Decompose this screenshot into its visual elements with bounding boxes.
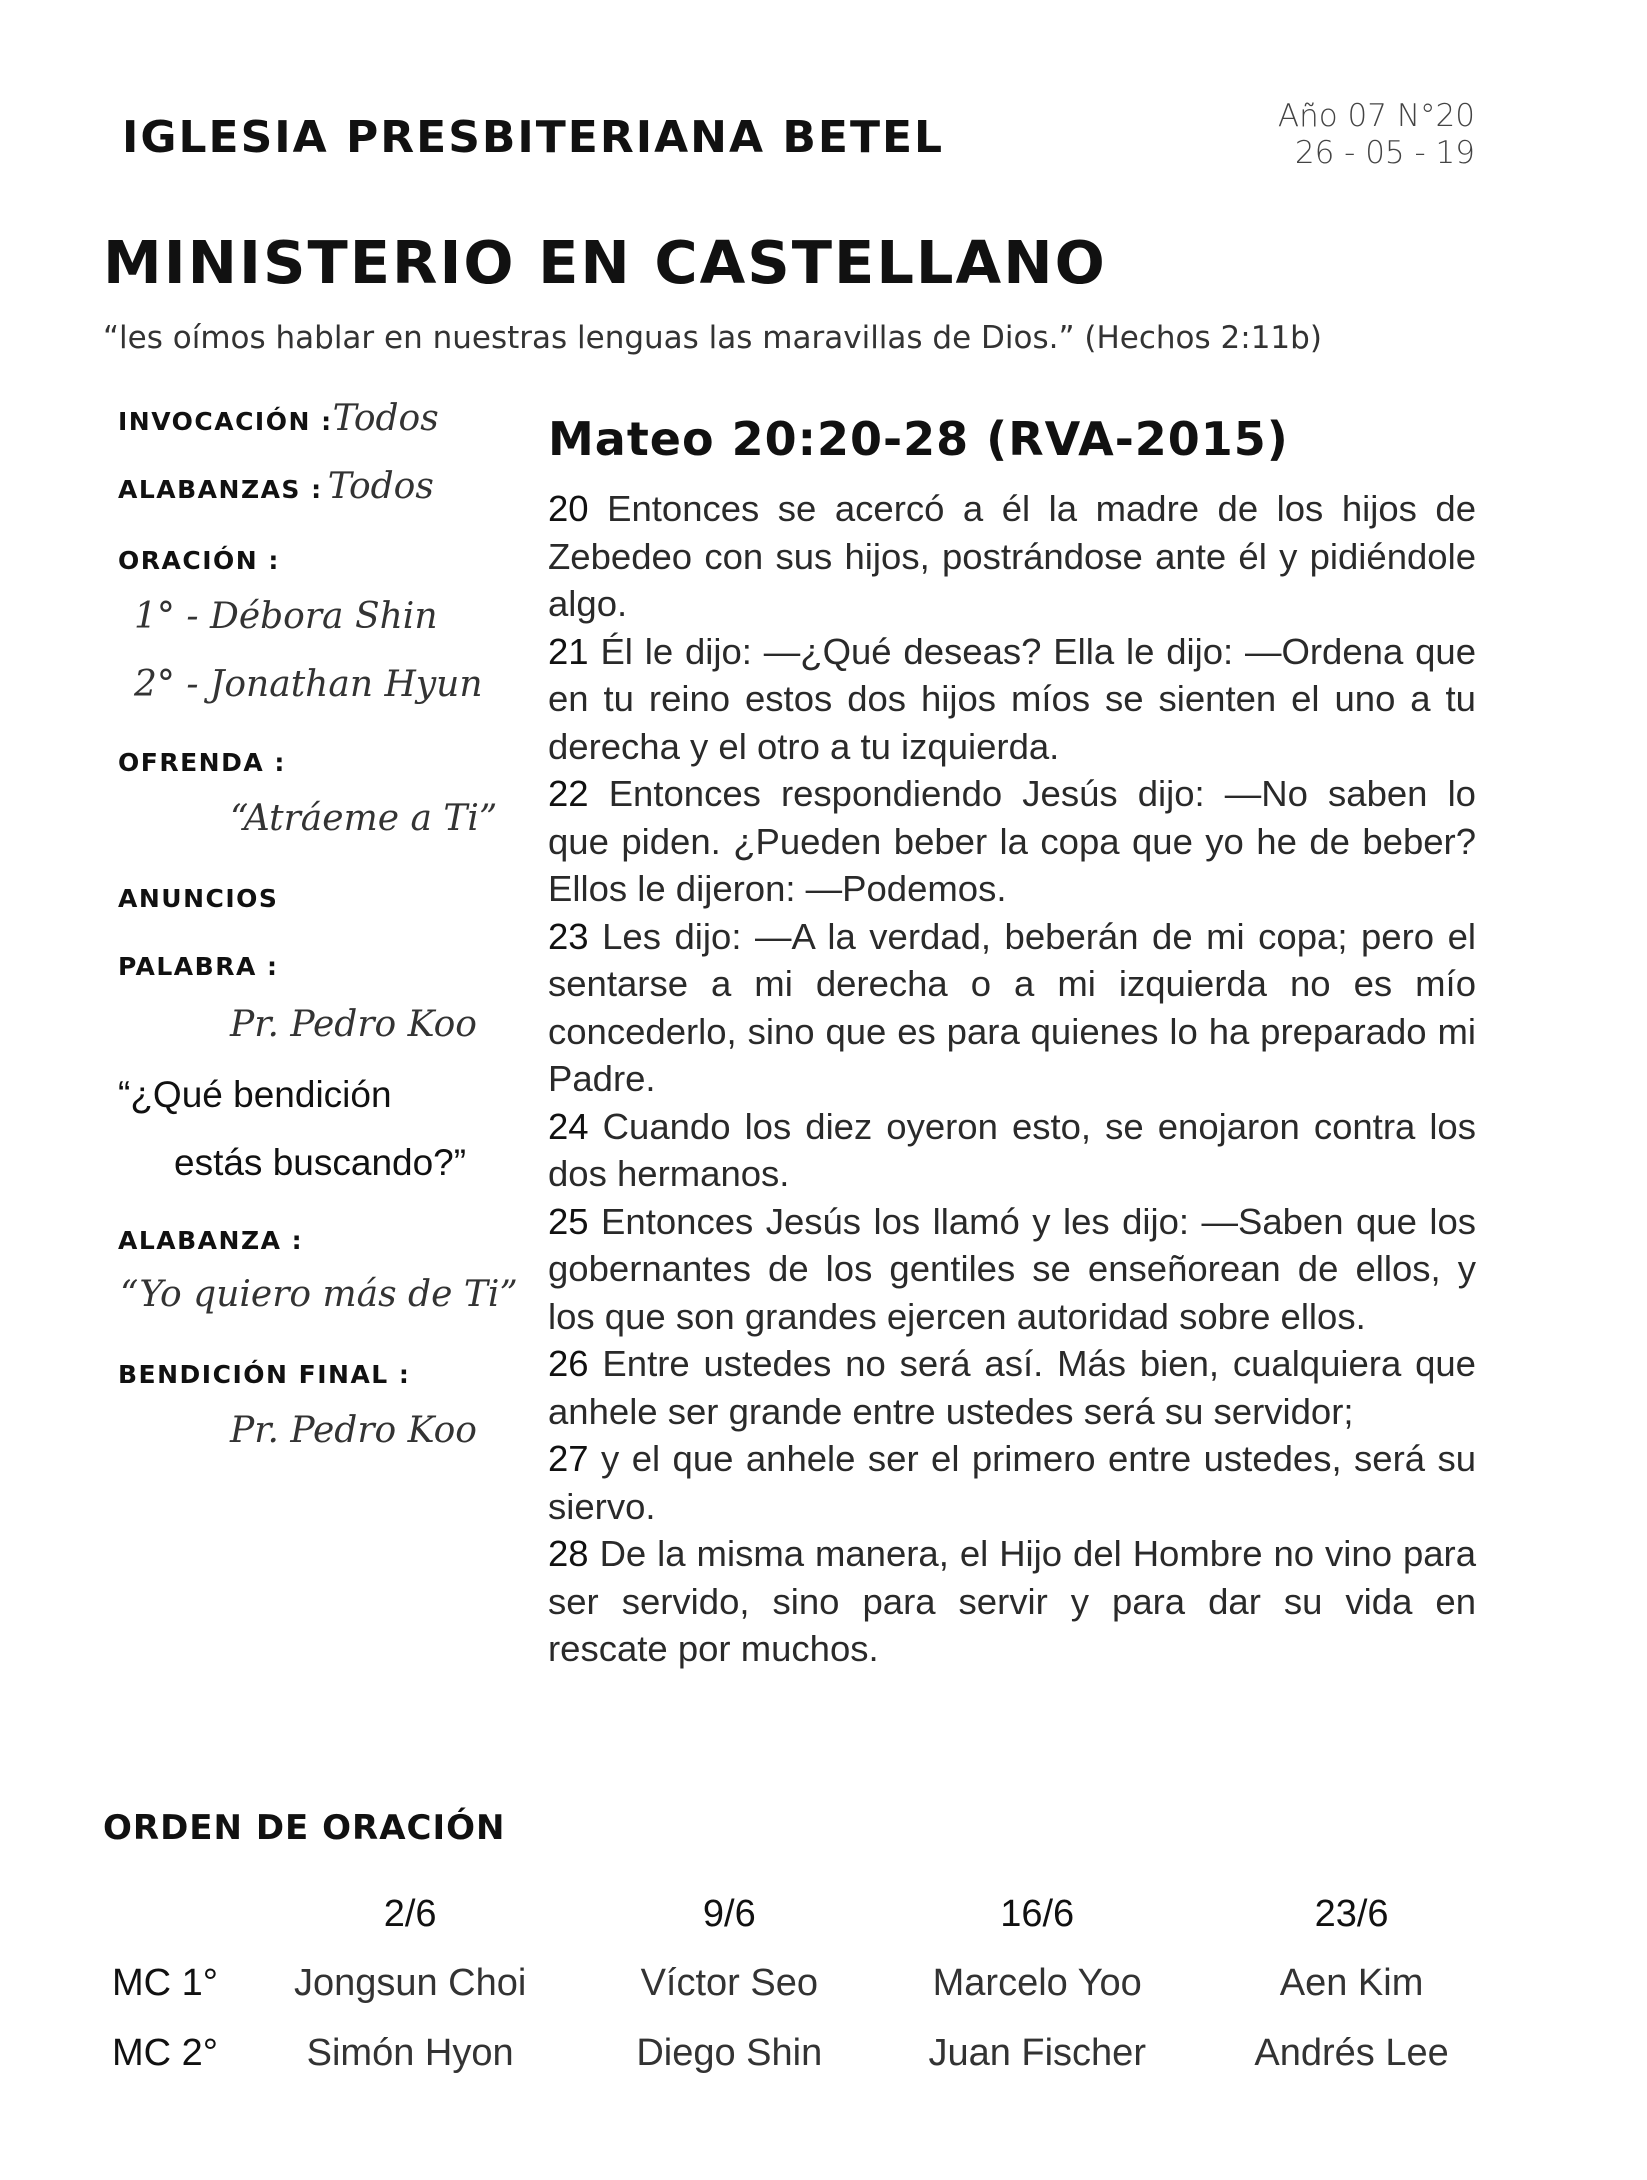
scripture-text: [548, 485, 1476, 1673]
invocacion-row: [118, 398, 439, 439]
verse-text: Les dijo: —A la verdad, beberán de mi copa; pero el sentarse a mi derecha o a mi izquierda no es mío concederlo, sino que es para quienes lo ha preparado mi Padre.: [548, 915, 1476, 1099]
verse-text: De la misma manera, el Hijo del Hombre no vino para ser servido, sino para servir y para dar su vida en rescate por muchos.: [548, 1533, 1476, 1669]
table-cell: Jongsun Choi: [293, 1961, 527, 2004]
verse-text: Entre ustedes no será así. Más bien, cualquiera que anhele ser grande entre ustedes será su servidor;: [548, 1343, 1476, 1432]
table-cell: Andrés Lee: [1254, 2031, 1449, 2074]
date-column: 23/6: [1314, 1892, 1389, 1935]
anuncios-label: ANUNCIOS: [118, 884, 279, 913]
bendicion-value: Pr. Pedro Koo: [230, 1410, 477, 1451]
table-header-row: [100, 1880, 1500, 1948]
verse-number: 23: [548, 915, 589, 957]
ofrenda-value: “Atráeme a Ti”: [230, 798, 498, 839]
verse-23: [548, 913, 1476, 1103]
verse-text: Entonces respondiendo Jesús dijo: —No saben lo que piden. ¿Pueden beber la copa que yo he de beber? Ellos le dijeron: —Podemos.: [548, 773, 1476, 909]
verse-28: [548, 1530, 1476, 1673]
table-corner: [100, 1880, 233, 1948]
verse-text: Entonces Jesús los llamó y les dijo: —Saben que los gobernantes de los gentiles se enseñorean de ellos, y los que son grandes ejercen autoridad sobre ellos.: [548, 1200, 1476, 1337]
date-column: 2/6: [383, 1892, 437, 1935]
verse-text: y el que anhele ser el primero entre ustedes, será su siervo.: [548, 1438, 1476, 1527]
table-cell: Simón Hyon: [306, 2031, 514, 2074]
date-column: 16/6: [1000, 1892, 1075, 1935]
verse-text: Entonces se acercó a él la madre de los hijos de Zebedeo con sus hijos, postrándose ante él y pidiéndole algo.: [548, 488, 1476, 624]
verse-number: 24: [548, 1105, 589, 1147]
verse-number: 20: [548, 488, 589, 529]
table-cell: Aen Kim: [1279, 1961, 1424, 2004]
row-label: MC 2°: [112, 2031, 218, 2074]
verse-21: [548, 628, 1476, 771]
church-name: IGLESIA PRESBITERIANA BETEL: [122, 112, 945, 163]
bendicion-label: BENDICIÓN FINAL :: [118, 1360, 411, 1389]
verse-22: [548, 770, 1476, 913]
alabanzas-row: [118, 466, 434, 507]
oracion-label: ORACIÓN :: [118, 546, 280, 575]
verse-24: [548, 1103, 1476, 1198]
verse-20: [548, 485, 1476, 628]
ministry-title: MINISTERIO EN CASTELLANO: [103, 228, 1107, 297]
verse-26: [548, 1340, 1476, 1435]
verse-text: Cuando los diez oyeron esto, se enojaron contra los dos hermanos.: [548, 1105, 1476, 1194]
verse-number: 27: [548, 1438, 589, 1479]
row-label: MC 1°: [112, 1961, 218, 2004]
palabra-label: PALABRA :: [118, 952, 279, 981]
invocacion-value: Todos: [332, 398, 439, 439]
oracion-2: 2° - Jonathan Hyun: [134, 664, 483, 705]
alabanzas-value: Todos: [327, 466, 434, 507]
oracion-1: 1° - Débora Shin: [134, 596, 438, 637]
sermon-title-line2: estás buscando?”: [174, 1142, 467, 1183]
table-cell: Marcelo Yoo: [932, 1961, 1142, 2004]
ofrenda-label: OFRENDA :: [118, 748, 286, 777]
verse-number: 28: [548, 1533, 589, 1574]
invocacion-label: INVOCACIÓN :: [118, 407, 333, 436]
table-cell: Juan Fischer: [928, 2031, 1146, 2074]
verse-27: [548, 1435, 1476, 1530]
scripture-title: Mateo 20:20-28 (RVA-2015): [548, 412, 1289, 466]
prayer-order-title: ORDEN DE ORACIÓN: [103, 1808, 506, 1848]
table-row: [100, 2018, 1500, 2088]
prayer-order-table: [100, 1880, 1500, 2088]
verse-number: 21: [548, 630, 589, 672]
alabanzas-label: ALABANZAS :: [118, 475, 323, 504]
alabanza-value: “Yo quiero más de Ti”: [120, 1274, 518, 1315]
issue-info: [1278, 98, 1475, 172]
issue-date: 26 - 05 - 19: [1294, 135, 1475, 171]
date-column: 9/6: [702, 1892, 756, 1935]
alabanza-label: ALABANZA :: [118, 1226, 304, 1255]
ministry-quote: “les oímos hablar en nuestras lenguas las maravillas de Dios.” (Hechos 2:11b): [103, 320, 1322, 356]
verse-text: Él le dijo: —¿Qué deseas? Ella le dijo: —Ordena que en tu reino estos dos hijos míos se sienten el uno a tu derecha y el otro a tu izquierda.: [548, 630, 1476, 767]
sermon-title-line1: “¿Qué bendición: [118, 1074, 392, 1115]
verse-25: [548, 1198, 1476, 1341]
verse-number: 22: [548, 773, 589, 814]
verse-number: 26: [548, 1343, 589, 1384]
table-cell: Diego Shin: [636, 2031, 823, 2074]
verse-number: 25: [548, 1200, 589, 1242]
table-cell: Víctor Seo: [640, 1961, 818, 2004]
issue-number: Año 07 N°20: [1277, 98, 1475, 134]
table-row: [100, 1948, 1500, 2018]
palabra-value: Pr. Pedro Koo: [230, 1004, 477, 1045]
